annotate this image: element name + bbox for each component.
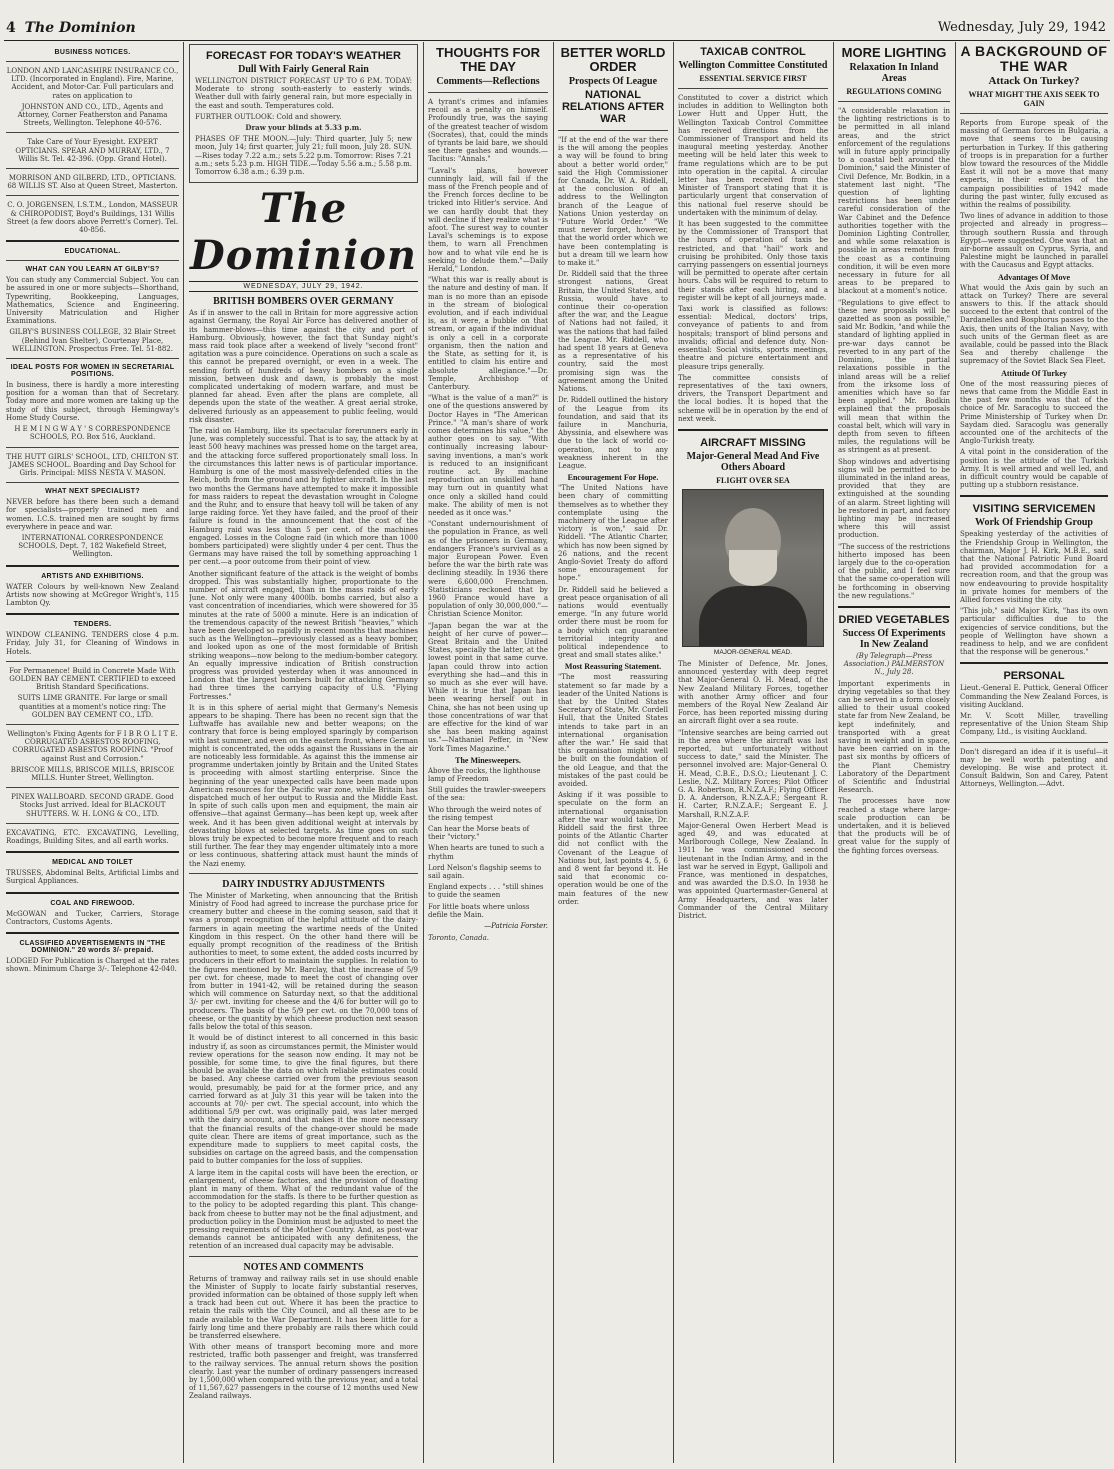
poem-line: Who through the weird notes of the rising tempest: [428, 805, 542, 822]
article-headline: THOUGHTS FOR THE DAY: [436, 45, 540, 74]
article-subhead: Wellington Committee Constituted: [678, 60, 828, 71]
article-paragraph: Lieut.-General E. Puttick, General Officer Commanding the New Zealand Forces, is visiting Auckland.: [960, 684, 1108, 709]
advert-heading: IDEAL POSTS FOR WOMEN IN SECRETARIAL POSITIONS.: [10, 364, 175, 379]
article-headline: AIRCRAFT MISSING: [700, 436, 806, 449]
photo-caption: MAJOR-GENERAL MEAD.: [713, 648, 793, 656]
article-paragraph: "The most reassuring statement so far made by a leader of the United Nations is that by the United States Secretary of State, Mr. Cordell Hull, that the United States intends to take part in an international organisation after the war." He said that this organisation might well be built on the foundation of the old League, and that the mistakes of the past could be avoided.: [558, 673, 668, 789]
article-paragraph: Two lines of advance in addition to those projected and already in progress—through southern Russia and through Egypt—were suggested. One was that an air-borne assault on Cyprus, Syria, and Palestine might be launched in parallel with the Caucasus and Egypt attacks.: [960, 212, 1108, 270]
article-paragraph: Constituted to cover a district which includes in addition to Wellington both Lower Hutt and Upper Hutt, the Wellington Taxicab Control Committee has received directions from the Commissioner of Transport and held its inaugural meeting yesterday. Another meeting will be held later this week to frame regulations which are to be put into operation in the capital. A circular letter has been received from the Minister of Transport stating that it is particularly urgent that conservation of this national fuel reserve should be undertaken with the minimum of delay.: [678, 94, 828, 217]
poem-line: England expects . . . "still shines to guide the seamen: [428, 883, 544, 900]
advert-text: THE HUTT GIRLS' SCHOOL, LTD, CHILTON ST. JAMES SCHOOL. Boarding and Day School for Girls. Principal: MISS NESTA V. MASON.: [6, 452, 179, 477]
advert-text: WINDOW CLEANING. TENDERS close 4 p.m. Friday, July 31, for Cleaning of Windows in Hotels.: [6, 631, 179, 656]
article-subhead: REGULATIONS COMING: [846, 87, 942, 96]
poem-line: Still guides the trawler-sweepers of the sea:: [428, 786, 546, 803]
taxicab-column: [678, 44, 828, 1463]
advert-text: You can study any Commercial Subject. You can be assured in one or more subjects—Shorthand, Typewriting, Bookkeeping, Languages, Mathematics, Science and Engineering. University Matriculation and Higher Examinations.: [6, 276, 179, 326]
advert-text: GILBY'S BUSINESS COLLEGE, 32 Blair Street (Behind Ivan Shelter), Courtenay Place, WELLINGTON. Prospectus Free. Tel. 51-882.: [9, 328, 176, 353]
portrait-photo: [682, 489, 824, 647]
advert: C. O. JORGENSEN, I.S.T.M., London, MASSEUR & CHIROPODIST, Boyd's Buildings, 131 Willis Street (a few doors above Perrett's Corner). Tel. 40-856.: [6, 201, 179, 235]
running-head-date: Wednesday, July 29, 1942: [937, 20, 1106, 35]
article-paragraph: Dr. Riddell outlined the history of the League from its foundation, and said that its failure in Manchuria, Abyssinia, and elsewhere was due to the lack of world co-operation, not to any weakness inherent in the League.: [558, 396, 668, 470]
article-subhead: Prospects Of League: [568, 76, 658, 87]
poem-line: Above the rocks, the lighthouse lamp of Freedom: [428, 766, 541, 784]
editorial-paragraph: With other means of transport becoming more and more restricted, traffic both passenger and freight, was transferred to the railway services. The annual return shows the position clearly. Last year the number of ordinary passengers increased by 1,500,000 when compared with the previous year, and a total of 11,567,627 passengers in the course of 12 months used New Zealand railways.: [189, 1343, 418, 1401]
article-paragraph: It has been suggested to the committee by the Commissioner of Transport that the hours of operation of taxis be restricted, and that "hail" work and cruising be prohibited. Only those taxis carrying passengers on essential journeys will be permitted to operate after certain hours. Cabs will be required to return to their stands after each hiring, and a register will be kept of all journeys made.: [678, 220, 828, 302]
lighting-column: [838, 44, 950, 1463]
article-subhead: WHAT MIGHT THE AXIS SEEK TO GAIN: [968, 90, 1100, 108]
business-notices-column: [6, 44, 179, 1463]
poem-line: For little boats where unloss defile the Main.: [428, 902, 530, 919]
article-subhead: NATIONAL RELATIONS AFTER WAR: [561, 89, 665, 125]
poem-source: Toronto, Canada.: [428, 934, 489, 943]
page-number: 4: [6, 20, 16, 36]
article-subhead: Success Of Experiments In New Zealand: [842, 627, 946, 650]
advert-text: LODGED For Publication is Charged at the rates shown. Minimum Charge 3/-. Telephone 42-040.: [6, 957, 179, 974]
article-paragraph: "This job," said Major Kirk, "has its own particular difficulties due to the exigencies of service conditions, but the people of Wellington have shown a readiness to help, and we are confident that the response will be generous.": [960, 607, 1108, 657]
advert-heading: WHAT NEXT SPECIALIST?: [45, 488, 140, 496]
advert-text: SUITS LIME GRANITE. For large or small quantities at a moment's notice ring: The GOLDEN BAY CEMENT CO., LTD.: [17, 694, 168, 719]
poem-line: Can hear the Morse beats of their "victory.": [428, 825, 530, 842]
advert-text: BRISCOE MILLS, BRISCOE MILLS, BRISCOE MILLS. Hunter Street, Wellington.: [10, 765, 175, 782]
article-subhead: Comments—Reflections: [436, 76, 540, 87]
article-paragraph: A vital point in the consideration of the position is the attitude of the Turkish Army. It is well armed and well led, and in difficult country would be capable of putting up a stubborn resistance.: [960, 448, 1108, 490]
article-subhead: Major-General Mead And Five Others Aboard: [686, 450, 820, 473]
editorial-paragraph: Another significant feature of the attack is the weight of bombs dropped. This was substantially higher, proportionate to the number of aircraft engaged, than in the mass raids of early June. Not only were many 4000lb. bombs carried, but also a vast concentration of incendiaries, which were showered for 35 minutes at the rate of 5000 a minute. Here is an indication of the tremendous capacity of the newest British "heavies," which have been developed so rapidly in recent months that machines such as the Wellington—previously classed as a heavy bomber, and looked upon as one of the most formidable of British striking weapons—now belong to the medium-bomber category. An equally impressive indication of British construction progress was provided yesterday when it was announced in London that the largest bombers built for attacking Germany had three times the carrying capacity of U.S. "Flying Fortresses.": [189, 569, 418, 701]
article-paragraph: Asking if it was possible to speculate on the form an international organisation after the war would take, Dr. Riddell said the first three points of the Atlantic Charter did not conflict with the Covenant of the League of Nations but, last points 4, 5, 6 and 8 went far beyond it. He said that economic co-operation would be one of the main features of the new order.: [558, 791, 668, 906]
thoughts-column: [428, 44, 548, 1463]
world-order-column: [558, 44, 668, 1463]
article-paragraph: The processes have now reached a stage where large-scale production can be undertaken, and it is believed that the products will be of great value for the supply of the fighting forces overseas.: [838, 797, 950, 855]
article-paragraph: One of the most reassuring pieces of news that came from the Middle East in the past few months was that of the choice of Mr. Saracoglu to succeed the Prime Ministership of Turkey when Dr. Saydam died. Saracoglu was generally accounted one of the architects of the Anglo-Turkish treaty.: [960, 379, 1108, 446]
weather-subtitle: Dull With Fairly General Rain: [238, 64, 369, 75]
advert-heading: WHAT CAN YOU LEARN AT GILBY'S?: [25, 266, 160, 274]
article-paragraph: "Intensive searches are being carried out in the area where the aircraft was last reported, but unfortunately without success to date," said the Minister. The personnel involved are: Major-General O. H. Mead, C.B.E., D.S.O.; Lieutenant J. C. Leslie, N.Z. Military Forces; Pilot Officer G. A. Robertson, R.N.Z.A.F.; Flying Officer D. A. Anderson, R.N.Z.A.F.; Sergeant R. H. Carter, R.N.Z.A.F.; Sergeant E. J. Marshall, R.N.Z.A.F.: [678, 728, 828, 819]
editorial-paragraph: The raid on Hamburg, like its spectacular forerunners early in June, was completely successful. That is to say, the attack by at least 500 heavy machines was pressed home on the target area, and the attacking force suffered proportionately small loss. In the circumstances this latter news is of particular importance. Hamburg is one of the most massively-defended cities in the Reich, both from the ground and by fighter aircraft. In the last two months the Germans have attempted to make it impossible for mass raiders to repeat the devastation wrought in Cologne and the Ruhr, and to ensure that heavy toll will be taken of any large raiding force. Yet they have failed, and the proof of their failure is found in the announcement that the cost of the Hamburg raid was less than 5 per cent. of the machines engaged. Losses in the Cologne raid (in which more than 1000 bombers participated) were slightly under 4 per cent. Thus the Germans may have raised the toll by something approaching 1 per cent.—a poor outcome from their point of view.: [189, 427, 418, 567]
editorial-column: [189, 44, 418, 1463]
educational-heading: EDUCATIONAL.: [64, 248, 121, 256]
editorial-paragraph: It would be of distinct interest to all concerned in this basic industry if, as soon as circumstances permit, the Minister would review operations for the season now ending. It may not be possible, for some time, to give the final figures, but there should be available the data on which reliable estimates could be based. Any cheese carried over from the previous season would, presumably, be paid for at the former price, and any carried forward as at July 31 this year will be taken into the accounts at 70/- per cwt. The special account, into which the additional 5/9 per cwt. was originally paid, was later merged with the dairy account, and that makes it the more necessary that the financial results of the change-over should be made quite clear. There are items of great importance, such as the expenditure made to suppliers to meet capital costs, the subsidies on cartage on the agreed basis, and the compensation paid to butter companies for the loss of supplies.: [189, 1034, 418, 1166]
column-rule: [423, 42, 424, 1463]
advert-text: INTERNATIONAL CORRESPONDENCE SCHOOLS, Dept. 7, 182 Wakefield Street, Wellington.: [18, 533, 167, 559]
article-headline: VISITING SERVICEMEN: [972, 503, 1096, 516]
editorial-title: NOTES AND COMMENTS: [243, 1261, 364, 1273]
tenders-heading: TENDERS.: [73, 621, 112, 629]
poem-line: Lord Nelson's flagship seems to sail again.: [428, 863, 542, 881]
poem-line: When hearts are tuned to such a rhythm: [428, 844, 545, 861]
article-paragraph: "Regulations to give effect to these new proposals will be gazetted as soon as possible," said Mr. Bodkin, "and while the standard of lighting applied in pre-war days cannot be reverted to in any part of the Dominion, the partial relaxations possible in the inland areas will be a relief from the irksome loss of amenities which have so far been applied." Mr. Bodkin explained that the proposals will mean that within the coastal belt, which will vary in depth from seven to fifteen miles, the regulations will be as stringent as at present.: [838, 298, 950, 455]
medical-heading: MEDICAL AND TOILET: [52, 859, 133, 867]
advert: JOHNSTON AND CO., LTD., Agents and Attorney, Corner Featherston and Panama Streets, Wellington. Telephone 40-576.: [17, 102, 168, 128]
article-paragraph: Speaking yesterday of the activities of the Friendship Group in Wellington, the chairman, Major J. H. Kirk, M.B.E., said that the National Patriotic Fund Board had provided accommodation for a recreation room, and that the group was now endeavouring to provide hospitality in private homes for members of the Allied forces visiting the city.: [960, 530, 1108, 604]
article-headline: TAXICAB CONTROL: [700, 46, 806, 58]
article-subhead: Attack On Turkey?: [988, 75, 1080, 87]
advert-text: EXCAVATING, ETC. EXCAVATING, Levelling, Roadings, Building Sites, and all earth works.: [6, 828, 179, 845]
article-paragraph: "If at the end of the war there is the will among the peoples a way will be found to bring about a better world order," said the High Commissioner for Canada, Dr. W. A. Riddell, at the conclusion of an address to the Wellington branch of the League of Nations Union yesterday on "Future World Order." "We must never forget, however, that the world order which we have been contemplating is but a dream till we learn how to make it.": [558, 136, 668, 268]
advert: LONDON AND LANCASHIRE INSURANCE CO., LTD. (Incorporated in England). Fire, Marine, Accident, and Motor-Car. Full particulars and rates on application to: [6, 67, 179, 100]
article-subhead: Relaxation In Inland Areas: [849, 62, 939, 84]
editorial-paragraph: As if in answer to the call in Britain for more aggressive action against Germany, the Royal Air Force has delivered another of its hammer-blows—this time against the city and port of Hamburg. Obviously, however, the fact that Sunday night's mass raid took place after a weekend of lively "second front" agitation was a pure coincidence. Operations on such a scale as this cannot be prepared overnight, or even in a week. The sending forth of hundreds of heavy bombers on a single mission, between dusk and dawn, is probably the most complicated undertaking of modern warfare, and must be planned far ahead. Even after the plans are complete, all depends upon the state of the weather. A great aerial stroke, delivered furiously as an appeasement to public feeling, would risk disaster.: [189, 309, 418, 424]
editorial-title: BRITISH BOMBERS OVER GERMANY: [213, 296, 394, 308]
poem-author: —Patricia Forster.: [484, 922, 548, 931]
advert-text: Wellington's Fixing Agents for F I B R O L I T E. CORRUGATED ASBESTOS ROOFING, CORRUGATED ASBESTOS ROOFING. "Proof against Rust and Corrosion.": [7, 729, 178, 763]
article-headline: MORE LIGHTING: [841, 45, 947, 60]
column-rule: [833, 42, 834, 1463]
moon-sun-tide: PHASES OF THE MOON.—July: Third quarter, July 5; new moon, July 14; first quarter, July 21; full moon, July 28. SUN.—Rises today 7.22 a.m.; sets 5.22 p.m. Tomorrow: Rises 7.21 a.m.; sets 5.23 p.m. HIGH TIDE.—Today 5.56 a.m.; 5.58 p.m. Tomorrow 6.38 a.m.; 6.39 p.m.: [195, 135, 412, 177]
paper-name: The Dominion: [24, 20, 136, 36]
article-subhead: ESSENTIAL SERVICE FIRST: [699, 74, 807, 83]
article-crosshead: Most Reassuring Statement.: [564, 662, 662, 672]
advert: MORRISON AND GILBERD, LTD., OPTICIANS. 68 WILLIS ST. Also at Queen Street, Masterton.: [7, 174, 178, 191]
article-paragraph: Dr. Riddell said he believed a great peace organisation of all nations would eventually emerge. "In any future world order there must be room for a body which can guarantee territorial integrity and political independence to great and small states alike.": [558, 585, 668, 660]
running-head-left: [6, 20, 136, 36]
weather-forecast: WELLINGTON DISTRICT FORECAST UP TO 6 P.M. TODAY: Moderate to strong south-easterly to easterly winds. Weather dull with fairly general rain, but more especially in the east and south. Temperatures cold.: [195, 77, 412, 110]
column-rule: [183, 42, 184, 1463]
advert: Take Care of Your Eyesight. EXPERT OPTICIANS. SPEAR AND MURRAY, LTD., 7 Willis St. Tel. 42-396. (Opp. Grand Hotel).: [15, 138, 170, 163]
advert-text: Don't disregard an idea if it is useful—it may be well worth patenting and developing. Be wise and protect it. Consult Baldwin, Son and Carey, Patent Attorneys, Wellington.—Advt.: [960, 747, 1108, 789]
article-headline: DRIED VEGETABLES: [838, 613, 950, 626]
article-paragraph: Dr. Riddell said that the three strongest nations, Great Britain, the United States, and Russia, would have to continue their co-operation after the war, and the League of Nations had not failed, it was the nations that had failed the League. Mr. Riddell, who had spent 18 years at Geneva as a representative of his country, said the most promising sign was the agreement among the United Nations.: [558, 270, 668, 394]
advert-text: NEVER before has there been such a demand for specialists—properly trained men and women. I.C.S. trained men are sought by firms everywhere in peace and war.: [6, 498, 179, 531]
advert-text: H E M I N G W A Y ' S CORRESPONDENCE SCHOOLS, P.O. Box 516, Auckland.: [14, 425, 171, 442]
article-paragraph: "Laval's plans, however cunningly laid, will fail if the mass of the French people and of the French forces decline to be tricked into Hitler's service. And we can hardly doubt that they will decline if they realize what is afoot. The surest way to counter Laval's schemings is to expose them, to warn all Frenchmen how and to what vile end he is seeking to delude them."—Daily Herald," London.: [428, 166, 548, 274]
article-paragraph: "Constant undernourishment of the population in France, as well as of the prisoners in Germany, endangers France's survival as a major European Power. Even before the war the birth rate was declining steadily. In 1936 there were 6,600,000 Frenchmen. Statisticians reckoned that by 1960 France would have a population of only 30,000,000."—Christian Science Monitor.: [428, 520, 548, 619]
article-paragraph: "Japan began the war at the height of her curve of power—Great Britain and the United States, specially the latter, at the lowest point in that same curve. Japan could throw into action everything she had—and this in so much as she ever will have. While it is true that Japan has been wearing herself out in China, she has not been using up those concentrations of war that are effective for the kind of war she has been making against us."—Nathaniel Peffer, in "New York Times Magazine.": [428, 621, 548, 753]
article-paragraph: The Minister of Defence, Mr. Jones, announced yesterday with deep regret that Major-General O. H. Mead, of the New Zealand Military Forces, together with another Army officer and four members of the Royal New Zealand Air Force, has been reported missing during an aircraft flight over a sea route.: [678, 659, 828, 726]
article-paragraph: The committee consists of representatives of the taxi owners, drivers, the Transport Department and the local bodies. It is hoped that the scheme will be in operation by the end of next week.: [678, 373, 828, 423]
article-paragraph: Important experiments in drying vegetables so that they can be served in a form closely allied to their usual cooked state far from New Zealand, be kept indefinitely, and transported with a great saving in weight and in space, have been carried on in the past six months by officers of the Plant Chemistry Laboratory of the Department of Scientific and Industrial Research.: [838, 679, 950, 795]
article-subhead: FLIGHT OVER SEA: [716, 475, 790, 485]
article-paragraph: Reports from Europe speak of the massing of German forces in Bulgaria, a move that seems to be causing perturbation in Turkey. If this gathering of troops is in preparation for a further blow toward the resources of the Middle East it will not be a move that many experts, in their estimates of the campaign possibilities of 1942 made during the past winter, fully excused as within the realms of possibility.: [960, 119, 1108, 210]
advert-text: For Permanence! Build in Concrete Made With GOLDEN BAY CEMENT. CERTIFIED to exceed British Standard Specifications.: [9, 666, 176, 692]
editorial-paragraph: A large item in the capital costs will have been the erection, or enlargement, of cheese factories, and the provision of floating plant in many of them. What of the redundant value of the accommodation for the staffs. Is there to be further question as to the policy to be adopted regarding this plant. This change-back from cheese to butter may not be the final adjustment, and production policy in the Dominion must be adjusted to meet the pressing requirements of the Mother Country. And, as post-war demands cannot be anticipated with any definiteness, the retention of an increased dual capacity may be advisable.: [189, 1168, 418, 1251]
column-rule: [673, 42, 674, 1463]
article-crosshead: Encouragement For Hope.: [567, 473, 659, 483]
masthead-date: WEDNESDAY, JULY 29, 1942.: [189, 281, 418, 292]
column-rule: [553, 42, 554, 1463]
business-notices-heading: BUSINESS NOTICES.: [54, 49, 131, 56]
article-headline: BETTER WORLD ORDER: [560, 45, 666, 74]
article-headline: PERSONAL: [1003, 670, 1065, 683]
poem-title: The Minesweepers.: [455, 755, 521, 765]
top-rule: [4, 40, 1110, 41]
classified-heading: CLASSIFIED ADVERTISEMENTS IN "THE DOMINION." 20 words 3/- prepaid.: [19, 940, 166, 955]
article-paragraph: "The success of the restrictions hitherto imposed has been largely due to the co-operation of the public, and I feel sure that the same co-operation will be forthcoming in observing the new regulations.": [838, 542, 950, 600]
article-headline: A BACKGROUND OF THE WAR: [960, 44, 1108, 74]
article-paragraph: A tyrant's crimes and infamies recoil as a penalty on himself. Profoundly true, was the saying of the greatest teacher of wisdom (Socrates), that, could the minds of tyrants be laid bare, we should see there gashes and wounds.—Tacitus: "Annals.": [428, 98, 548, 164]
advert-text: PINEX WALLBOARD. SECOND GRADE. Good Stocks Just arrived. Ideal for BLACKOUT SHUTTERS. W. H. LONG & CO., LTD.: [11, 793, 174, 818]
article-paragraph: "What this war is really about is the nature and destiny of man. If man is no more than an episode in the stream of biological evolution, and if each individual is, as it were, a bubble on that stream, or again if the individual is only a cell in a corporate organism, then the nation and the State, as setting for it, is entitled to claim his entire and absolute allegiance."—Dr. Temple, Archbishop of Canterbury.: [428, 276, 548, 391]
masthead: The Dominion: [190, 185, 417, 280]
article-paragraph: Major-General Owen Herbert Mead is aged 49, and was educated at Marlborough College, New Zealand. In 1911 he was commissioned second lieutenant in the Indian Army, and in the last war he served in Egypt, Gallipoli and France, was mentioned in despatches, and was awarded the D.S.O. In 1938 he was appointed Quartermaster-General at Army Headquarters, and was later Commander of the Central Military District.: [678, 821, 828, 921]
artists-heading: ARTISTS AND EXHIBITIONS.: [41, 572, 144, 580]
editorial-paragraph: Returns of tramway and railway rails set in use should enable the Minister of Supply to locate fairly substantial reserves, provided information can be obtained of those supply left when a track had been cut out. Where it has been the practice to retain the rails with the City Council, and all these are to be made available to the War Department. It has been little for a fairly long time and there probably are rails there which could be transferred elsewhere.: [189, 1274, 418, 1340]
blackout-time: Draw your blinds at 5.33 p.m.: [245, 123, 362, 133]
article-crosshead: Attitude Of Turkey: [1001, 368, 1067, 378]
advert-text: In business, there is hardly a more interesting position for a woman than that of Secretary. Today more and more women are taking up the study of this subject, through Hemingway's Home Study Course.: [6, 381, 179, 422]
weather-title: FORECAST FOR TODAY'S WEATHER: [206, 50, 401, 62]
article-paragraph: Shop windows and advertising signs will be permitted to be illuminated in the inland areas, provided that they are extinguished at the sounding of an alarm. Street lighting will be restored in part, and factory lighting may be increased where this will assist production.: [838, 457, 950, 540]
advert-text: WATER Colours by well-known New Zealand Artists now showing at McGregor Wright's, 115 Lambton Qy.: [6, 582, 179, 607]
article-subhead: Work Of Friendship Group: [975, 517, 1093, 529]
article-paragraph: "A considerable relaxation in the lighting restrictions is to be permitted in all inland areas, and the strict enforcement of the regulations will in future apply principally to a coastal belt around the Dominion," said the Minister of Civil Defence, Mr. Bodkin, in a statement last night. "The question of lighting restrictions has been under careful consideration of the War Cabinet and the Defence authorities together with the Dominion Lighting Controller, and while some relaxation is possible in areas remote from the coast as a continuing condition, it will be even more necessary in future for all areas to be prepared to blackout at a moment's notice.: [838, 107, 950, 296]
column-rule: [955, 42, 956, 1463]
advert-text: McGOWAN and Tucker, Carriers, Storage Contractors, Customs Agents.: [6, 909, 179, 926]
editorial-paragraph: It is in this sphere of aerial might that Germany's Nemesis appears to be shaping. There has been no recent sign that the Luftwaffe has available new and better weapons; on the contrary that force is being employed sparingly by comparison with last summer, and even on the eastern front, where German might is concentrated, the odds against the Russians in the air are noticeably less formidable. As against this the immense air programme undertaken jointly by Britain and the United States is proceeding with almost startling enterprise. Since the beginning of the year unexpected calls have been made upon American resources for the Pacific war zone, while Britain has dispatched much of her output to Russia and the Middle East. In spite of such calls upon men and equipment, the main air offensive—that against Germany—has been kept up, week after week. And it has been given additional weight at intervals by devastating blows at selected targets. As time goes on such blows truly be expected to become more frequent and to reach still further. The fear they may engender ultimately into a more or less continuous, shattering attack must haunt the minds of the Nazi enemy.: [189, 703, 418, 868]
weather-box: [189, 44, 418, 183]
advert-text: TRUSSES, Abdominal Belts, Artificial Limbs and Surgical Appliances.: [6, 869, 179, 886]
coal-heading: COAL AND FIREWOOD.: [50, 899, 135, 907]
editorial-title: DAIRY INDUSTRY ADJUSTMENTS: [222, 878, 385, 890]
article-paragraph: Mr. V. Scott Miller, travelling representative of the Union Steam Ship Company, Ltd., is visiting Auckland.: [960, 711, 1108, 737]
article-paragraph: "The United Nations have been chary of committing themselves as to whether they contemplate using the machinery of the League after victory is won," said Dr. Riddell. "The Atlantic Charter, which has now been signed by 26 nations, and the recent Anglo-Soviet Treaty do afford some encouragement for hope.": [558, 484, 668, 583]
article-paragraph: "What is the value of a man?" is one of the questions answered by Doctor Hayes in "The American Prince." "A man's share of work comes determines his value," the author goes on to say. "With continually increasing labour-saving inventions, a man's work is reduced to an insignificant routine act. By machine reproduction an unskilled hand may turn out in quantity what once only a skilled hand could make. The ability of men is not needed as it once was.": [428, 394, 548, 517]
article-byline: (By Telegraph—Press Association.) PALMERSTON N., July 28.: [843, 651, 945, 677]
war-background-column: [960, 44, 1108, 1463]
editorial-paragraph: The Minister of Marketing, when announcing that the British Ministry of Food had agreed to increase the purchase price for creamery butter and cheese in the coming season, said that it was a prompt recognition of the helpful attitude of the dairy-farmers in again meeting the wartime needs of the United Kingdom in this respect. On the other hand there will be equally prompt recognition of the readiness of the British authorities to meet, to some extent, the added costs incurred by producers in their effort to maintain the supplies. In relation to the figures mentioned by Mr. Barclay, that the increase of 5/9 per cwt. for cheese, made to meet the cost of changing over from butter in 1941-42, will be retained during the season which will commence on Saturday next, so that the additional 3/- per cwt. inviting for cheese and the 4/6 for butter will go to producers. The basis of the 5/9 per cwt. on the 70,000 tons of cheese, or the quantity by which cheese production next season falls below the total of this season.: [189, 891, 418, 1032]
article-crosshead: Advantages Of Move: [998, 272, 1070, 282]
weather-outlook: FURTHER OUTLOOK: Cold and showery.: [195, 112, 342, 121]
article-paragraph: Taxi work is classified as follows: essential: Medical, doctors' trips, conveyance of patients to and from hospitals; transport of blind persons and invalids; official and defence duty. Non-essential: Social visits, sports meetings, theatre and picture entertainment and pleasure trips generally.: [678, 305, 828, 371]
article-paragraph: What would the Axis gain by such an attack on Turkey? There are several answers to this. If the attack should succeed to the extent that control of the Dardanelles and Bosphorus passes to the Axis, then units of the Italian Navy, with such units of the German fleet as are available, could be passed into the Black Sea and thereby challenge the supremacy of the Soviet Black Sea Fleet.: [960, 283, 1108, 366]
